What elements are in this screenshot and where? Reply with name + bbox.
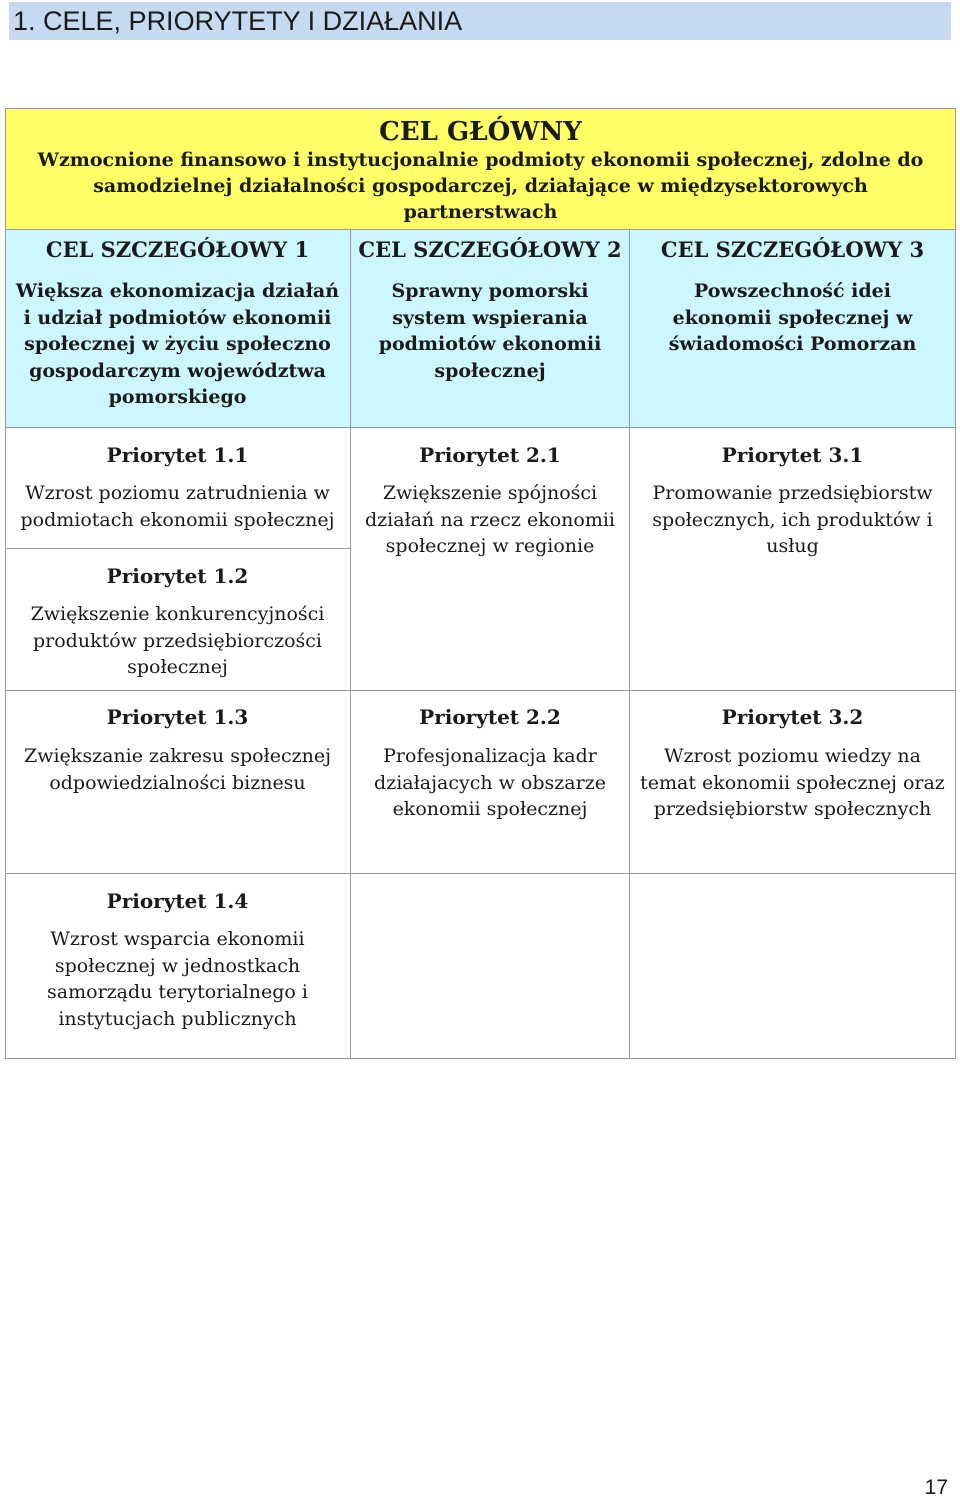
grid-line [955, 108, 956, 1059]
priority-1-1-text: Wzrost poziomu zatrudnienia w podmiotach ekonomii społecznej [20, 482, 335, 531]
priority-3-1-text: Promowanie przedsiębiorstw społecznych, ich produktów i usług [652, 482, 933, 557]
priority-2-1-text: Zwiększenie spójności działań na rzecz ekonomii społecznej w regionie [364, 482, 615, 557]
priority-2-1-title: Priorytet 2.1 [419, 443, 561, 467]
priority-1-3-text: Zwiększanie zakresu społecznej odpowiedzialności biznesu [24, 745, 331, 794]
grid-line [5, 873, 956, 874]
grid-line [5, 690, 956, 691]
grid-line [350, 230, 351, 1059]
specific-goal-2-title: CEL SZCZEGÓŁOWY 2 [358, 237, 622, 262]
specific-goal-3-title: CEL SZCZEGÓŁOWY 3 [660, 237, 925, 262]
priority-1-2-text: Zwiększenie konkurencyjności produktów przedsiębiorczości społecznej [30, 603, 325, 678]
grid-line [5, 548, 351, 549]
priority-3-2-text: Wzrost poziomu wiedzy na temat ekonomii społecznej oraz przedsiębiorstw społecznych [640, 745, 945, 820]
priority-3-1-title: Priorytet 3.1 [721, 443, 864, 467]
section-header: 1. CELE, PRIORYTETY I DZIAŁANIA [9, 2, 951, 40]
priority-1-2-title: Priorytet 1.2 [106, 564, 249, 588]
priority-1-4-title: Priorytet 1.4 [106, 889, 249, 913]
page-number: 17 [924, 1476, 948, 1499]
main-goal-title: CEL GŁÓWNY [379, 117, 582, 147]
specific-goal-1-title: CEL SZCZEGÓŁOWY 1 [45, 237, 310, 262]
specific-goal-3-text: Powszechność idei ekonomii społecznej w świadomości Pomorzan [668, 280, 917, 355]
specific-goal-1-text: Większa ekonomizacja działań i udział podmiotów ekonomii społecznej w życiu społeczno gospodarczym województwa pomorskiego [15, 280, 340, 408]
specific-goal-2-text: Sprawny pomorski system wspierania podmiotów ekonomii społecznej [378, 280, 602, 382]
priority-3-2-title: Priorytet 3.2 [721, 705, 864, 729]
grid-line [5, 1058, 956, 1059]
main-goal-box [5, 108, 956, 230]
grid-line [5, 427, 956, 428]
grid-line [629, 230, 630, 1059]
main-goal-text: Wzmocnione finansowo i instytucjonalnie podmioty ekonomii społecznej, zdolne do samodzielnej działalności gospodarczej, działające w międzysektorowych partnerstwach [37, 149, 924, 223]
priority-2-2-text: Profesjonalizacja kadr działajacych w obszarze ekonomii społecznej [374, 745, 606, 820]
priority-2-2-title: Priorytet 2.2 [419, 705, 561, 729]
priority-1-4-text: Wzrost wsparcia ekonomii społecznej w jednostkach samorządu terytorialnego i instytucjach publicznych [47, 928, 308, 1030]
priority-1-3-title: Priorytet 1.3 [106, 705, 249, 729]
priority-1-1-title: Priorytet 1.1 [106, 443, 249, 467]
